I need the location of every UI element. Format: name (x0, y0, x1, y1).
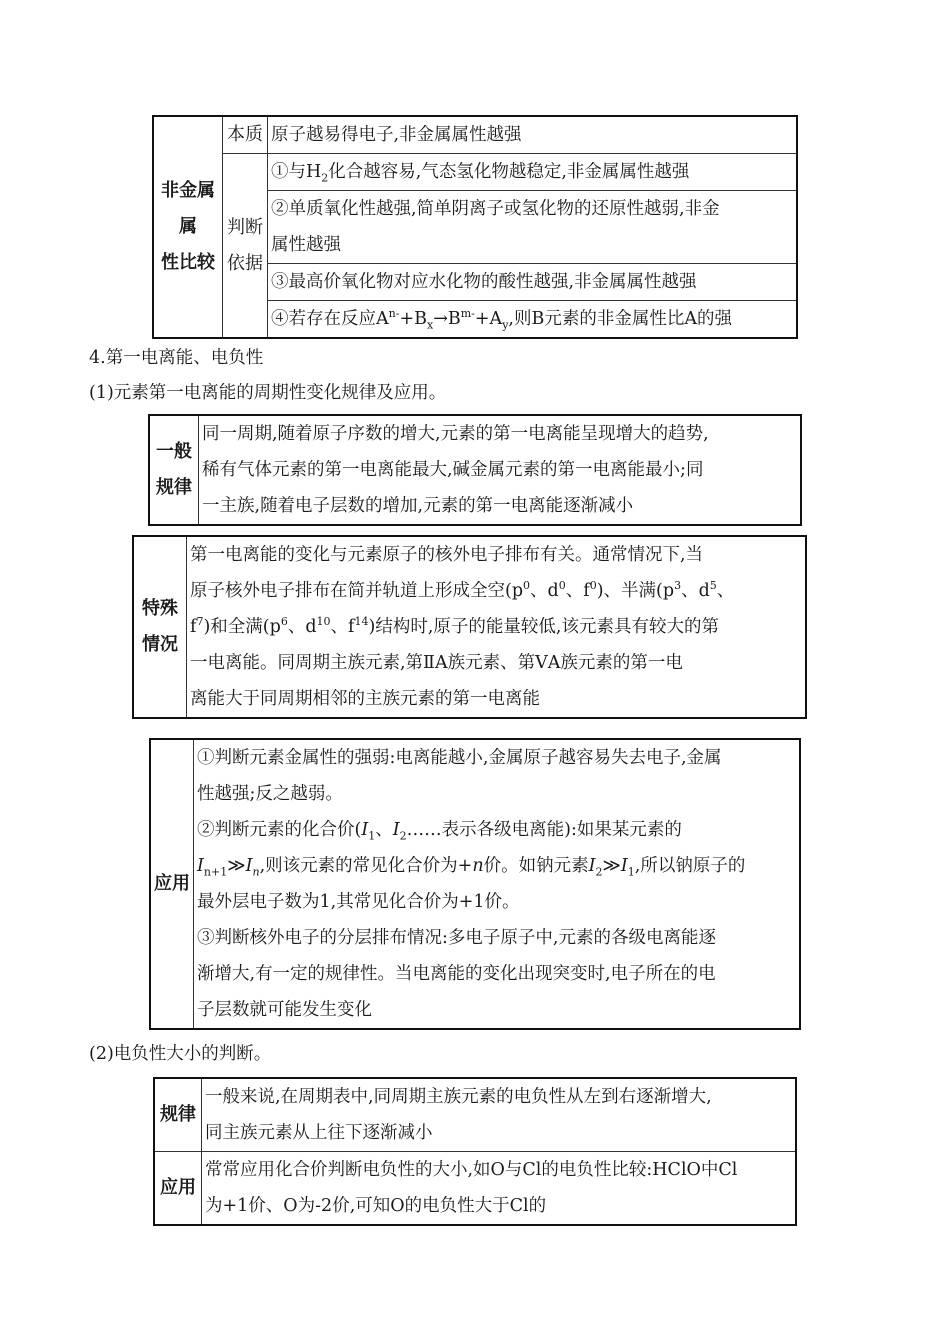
electroneg-app-text: 常常应用化合价判断电负性的大小,如O与Cl的电负性比较:HClO中Cl 为+1价、O为-2价,可知O的电负性大于Cl的 (202, 1152, 797, 1226)
criterion-4: ④若存在反应$A^{n-}+B_x\to B^{m-}+A_y$,则B元素的非金属性比A的强 (268, 301, 798, 339)
application-label: 应用 (150, 739, 194, 1029)
criterion-1: ①与$H_2$化合越容易,气态氢化物越稳定,非金属属性越强 (268, 154, 798, 191)
essence-label: 本质 (223, 116, 268, 154)
application-text: ①判断元素金属性的强弱:电离能越小,金属原子越容易失去电子,金属 性越强;反之越弱。 ②判断元素的化合价($I_1$、$I_2\dots\dots$表示各级电离能):如果某元素的 $I_{n+1}≫I_n$,则该元素的常见化合价为+n价。如钠元素$I_2≫I_1$,所以钠原子的 最外层电子数为1,其常见化合价为+1价。 ③判断核外电子的分层排布情况:多电子原子中,元素的各级电离能逐 渐增大,有一定的规律性。当电离能的变化出现突变时,电子所在的电 子层数就可能发生变化 (194, 739, 801, 1029)
special-case-table (132, 535, 807, 719)
general-rule-label (149, 415, 199, 525)
general-rule-text: 同一周期,随着原子序数的增大,元素的第一电离能呈现增大的趋势, 稀有气体元素的第一电离能最大,碱金属元素的第一电离能最小;同 一主族,随着电子层数的增加,元素的第一电离能逐渐减小 (199, 415, 802, 525)
basis-label (223, 154, 268, 339)
table1-category-line2: 性比较 (161, 252, 215, 273)
section-4-heading: 4.第一电离能、电负性 (89, 348, 264, 368)
application-table (149, 738, 801, 1030)
table1-category-line1: 非金属属 (161, 180, 215, 237)
nonmetal-comparison-table (152, 115, 798, 339)
special-case-label (133, 536, 187, 718)
special-case-text: 第一电离能的变化与元素原子的核外电子排布有关。通常情况下,当 原子核外电子排布在简并轨道上形成全空($p^0$、$d^0$、$f^0$)、半满($p^3$、$d^5$、 $f^7$)和全满($p^6$、$d^{10}$、$f^{14}$)结构时,原子的能量较低,该元素具有较大的第 一电离能。同周期主族元素,第ⅡA族元素、第ⅤA族元素的第一电 离能大于同周期相邻的主族元素的第一电离能 (187, 536, 807, 718)
general-rule-label-line2: 规律 (156, 477, 192, 498)
subsection-2-heading: (2)电负性大小的判断。 (89, 1044, 272, 1064)
special-case-label-line1: 特殊 (142, 598, 178, 619)
essence-text: 原子越易得电子,非金属属性越强 (268, 116, 798, 154)
electroneg-app-label: 应用 (154, 1152, 202, 1226)
general-rule-label-line1: 一般 (156, 441, 192, 462)
special-case-label-line2: 情况 (142, 634, 178, 655)
basis-label-line2: 依据 (227, 252, 263, 274)
electroneg-rule-label: 规律 (154, 1078, 202, 1152)
criterion-2: ②单质氧化性越强,简单阴离子或氢化物的还原性越弱,非金 属性越强 (268, 191, 798, 264)
criterion-3: ③最高价氧化物对应水化物的酸性越强,非金属属性越强 (268, 264, 798, 301)
table1-category-cell (153, 116, 223, 338)
electronegativity-table (153, 1077, 797, 1226)
electroneg-rule-text: 一般来说,在周期表中,同周期主族元素的电负性从左到右逐渐增大, 同主族元素从上往下逐渐减小 (202, 1078, 797, 1152)
subsection-1-heading: (1)元素第一电离能的周期性变化规律及应用。 (89, 383, 447, 403)
basis-label-line1: 判断 (227, 216, 263, 238)
general-rule-table (148, 414, 802, 526)
